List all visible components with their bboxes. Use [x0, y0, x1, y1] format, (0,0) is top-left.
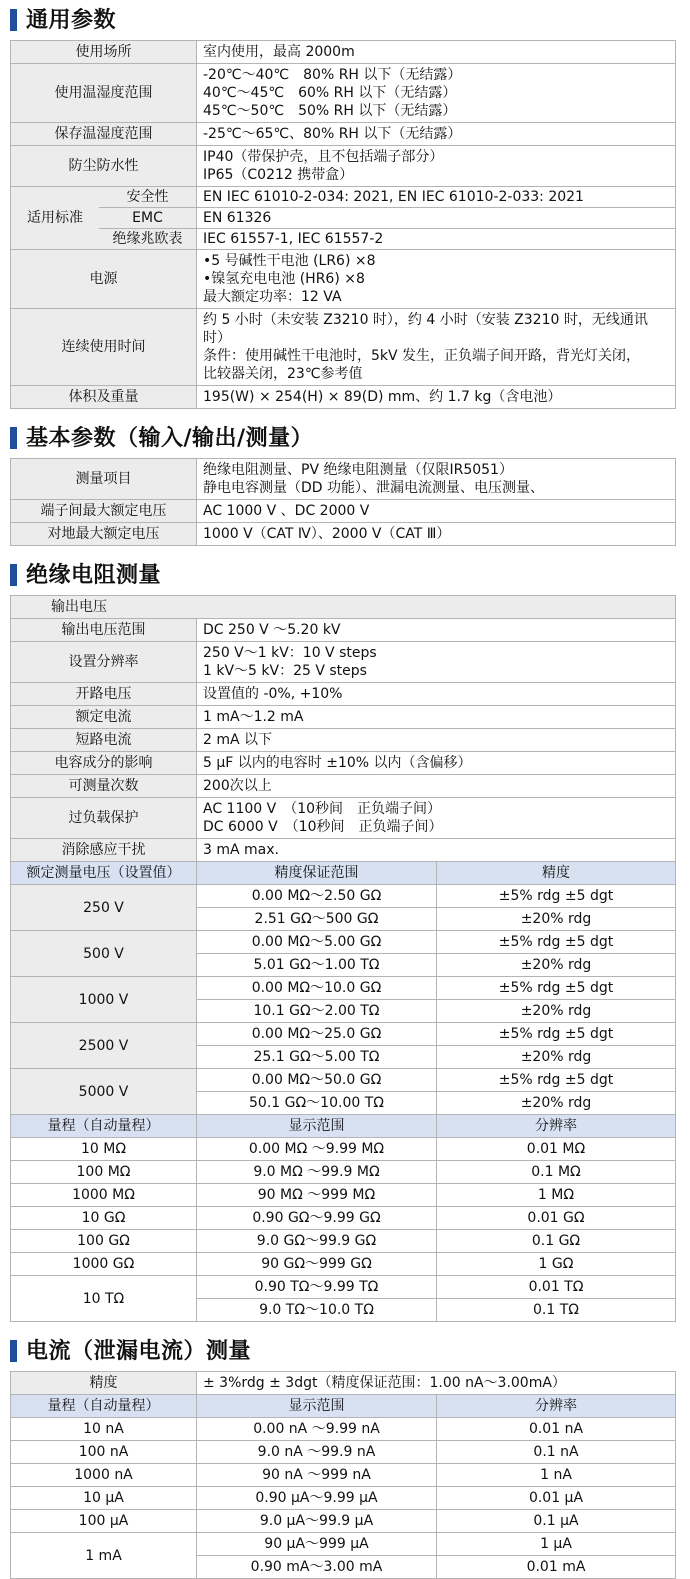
- spec-label: 体积及重量: [11, 386, 197, 409]
- spec-value: 设置值的 -0%, +10%: [197, 683, 676, 706]
- spec-value: 250 V～1 kV：10 V steps 1 kV～5 kV：25 V steps: [197, 642, 676, 683]
- spec-value: 3 mA max.: [197, 839, 676, 862]
- table-row: [11, 1464, 676, 1487]
- voltage-cell: 250 V: [11, 885, 197, 931]
- spec-label: 额定电流: [11, 706, 197, 729]
- resolution-cell: 0.01 TΩ: [437, 1276, 676, 1299]
- table-row: [11, 729, 676, 752]
- resolution-cell: 0.1 nA: [437, 1441, 676, 1464]
- accuracy-cell: ±20% rdg: [437, 908, 676, 931]
- range-cell: 0.00 MΩ～25.0 GΩ: [197, 1023, 437, 1046]
- spec-value: 5 μF 以内的电容时 ±10% 以内（含偏移）: [197, 752, 676, 775]
- section-basic-heading: 基本参数（输入/输出/测量）: [26, 426, 314, 451]
- table-row: [11, 386, 676, 409]
- spec-value: EN 61326: [197, 208, 675, 229]
- column-header: 量程（自动量程）: [11, 1395, 197, 1418]
- range-cell: 1 mA: [11, 1533, 197, 1579]
- resolution-cell: 0.1 μA: [437, 1510, 676, 1533]
- spec-value: IEC 61557-1, IEC 61557-2: [203, 231, 384, 247]
- spec-value: 2 mA 以下: [197, 729, 676, 752]
- resolution-cell: 0.01 nA: [437, 1418, 676, 1441]
- accuracy-cell: ±20% rdg: [437, 954, 676, 977]
- resolution-cell: 1 μA: [437, 1533, 676, 1556]
- output-voltage-header: 输出电压: [11, 596, 676, 619]
- resolution-cell: 0.1 TΩ: [437, 1299, 676, 1322]
- standard-sub-label: 安全性: [99, 187, 196, 208]
- standard-sub-label: EMC: [99, 208, 196, 229]
- spec-value: 1000 V（CAT Ⅳ）、2000 V（CAT Ⅲ）: [197, 523, 676, 546]
- voltage-cell: 5000 V: [11, 1069, 197, 1115]
- table-header-row: [11, 862, 676, 885]
- range-cell: 0.00 MΩ～50.0 GΩ: [197, 1069, 437, 1092]
- column-header: 分辨率: [437, 1115, 676, 1138]
- spec-value: AC 1100 V （10秒间 正负端子间） DC 6000 V （10秒间 正负端子间）: [197, 798, 676, 839]
- spec-label: 短路电流: [11, 729, 197, 752]
- table-row: [11, 523, 676, 546]
- resolution-cell: 0.01 GΩ: [437, 1207, 676, 1230]
- spec-label: 输出电压范围: [11, 619, 197, 642]
- standards-value-cell: [197, 187, 676, 250]
- spec-value: IP40（带保护壳，且不包括端子部分） IP65（C0212 携带盒）: [197, 146, 676, 187]
- table-row: [11, 123, 676, 146]
- range-cell: 10 nA: [11, 1418, 197, 1441]
- table-row: [11, 798, 676, 839]
- table-row: [11, 683, 676, 706]
- range-cell: 25.1 GΩ～5.00 TΩ: [197, 1046, 437, 1069]
- section-marker: [10, 564, 17, 586]
- table-row: [11, 500, 676, 523]
- spec-label: 开路电压: [11, 683, 197, 706]
- display-cell: 0.90 GΩ～9.99 GΩ: [197, 1207, 437, 1230]
- resolution-cell: 0.01 μA: [437, 1487, 676, 1510]
- table-header-row: [11, 1115, 676, 1138]
- section-basic-title: [0, 418, 690, 458]
- display-cell: 0.90 TΩ～9.99 TΩ: [197, 1276, 437, 1299]
- table-row: [11, 146, 676, 187]
- table-row: [11, 619, 676, 642]
- table-header-row: [11, 1395, 676, 1418]
- display-cell: 90 nA ～999 nA: [197, 1464, 437, 1487]
- accuracy-cell: ±20% rdg: [437, 1046, 676, 1069]
- table-row: [11, 1138, 676, 1161]
- table-row: [11, 642, 676, 683]
- table-row: [11, 775, 676, 798]
- range-cell: 100 nA: [11, 1441, 197, 1464]
- column-header: 量程（自动量程）: [11, 1115, 197, 1138]
- table-row: [11, 1184, 676, 1207]
- table-row: [11, 1276, 676, 1299]
- table-row: [11, 1023, 676, 1046]
- table-row: [11, 1230, 676, 1253]
- table-row: [11, 1253, 676, 1276]
- accuracy-cell: ±5% rdg ±5 dgt: [437, 977, 676, 1000]
- table-row: [11, 752, 676, 775]
- table-row: [11, 706, 676, 729]
- display-cell: 90 GΩ～999 GΩ: [197, 1253, 437, 1276]
- range-cell: 10 TΩ: [11, 1276, 197, 1322]
- spec-value: ± 3%rdg ± 3dgt（精度保证范围：1.00 nA～3.00mA）: [197, 1372, 676, 1395]
- spec-value: AC 1000 V 、DC 2000 V: [197, 500, 676, 523]
- display-cell: 90 μA～999 μA: [197, 1533, 437, 1556]
- range-cell: 1000 nA: [11, 1464, 197, 1487]
- table-row: [11, 596, 676, 619]
- spec-label: 保存温湿度范围: [11, 123, 197, 146]
- table-row: [11, 187, 676, 250]
- spec-value: -20℃～40℃ 80% RH 以下（无结露） 40℃～45℃ 60% RH 以下（无结露） 45℃～50℃ 50% RH 以下（无结露）: [197, 64, 676, 123]
- table-row: [11, 1533, 676, 1556]
- standards-label-cell: [11, 187, 197, 250]
- section-general-heading: 通用参数: [26, 8, 117, 33]
- spec-label: 使用场所: [11, 41, 197, 64]
- standard-sub-label: 绝缘兆欧表: [112, 231, 183, 247]
- range-cell: 0.00 MΩ～2.50 GΩ: [197, 885, 437, 908]
- range-cell: 50.1 GΩ～10.00 TΩ: [197, 1092, 437, 1115]
- spec-label: 电容成分的影响: [11, 752, 197, 775]
- table-row: [11, 250, 676, 309]
- spec-value: EN IEC 61010-2-034: 2021, EN IEC 61010-2-033: 2021: [197, 187, 675, 208]
- spec-label: 电源: [11, 250, 197, 309]
- accuracy-cell: ±5% rdg ±5 dgt: [437, 1023, 676, 1046]
- spec-label: 适用标准: [27, 210, 83, 226]
- voltage-cell: 1000 V: [11, 977, 197, 1023]
- range-cell: 10 μA: [11, 1487, 197, 1510]
- column-header: 分辨率: [437, 1395, 676, 1418]
- general-spec-table: [10, 40, 676, 409]
- column-header: 显示范围: [197, 1395, 437, 1418]
- range-cell: 1000 MΩ: [11, 1184, 197, 1207]
- spec-label: 测量项目: [11, 459, 197, 500]
- column-header: 显示范围: [197, 1115, 437, 1138]
- accuracy-cell: ±5% rdg ±5 dgt: [437, 1069, 676, 1092]
- range-cell: 100 MΩ: [11, 1161, 197, 1184]
- accuracy-cell: ±20% rdg: [437, 1000, 676, 1023]
- display-cell: 9.0 TΩ～10.0 TΩ: [197, 1299, 437, 1322]
- range-cell: 1000 GΩ: [11, 1253, 197, 1276]
- table-row: [11, 41, 676, 64]
- spec-label: 连续使用时间: [11, 309, 197, 386]
- spec-label: 对地最大额定电压: [11, 523, 197, 546]
- range-cell: 10 GΩ: [11, 1207, 197, 1230]
- table-row: [11, 931, 676, 954]
- range-cell: 10 MΩ: [11, 1138, 197, 1161]
- resolution-cell: 1 nA: [437, 1464, 676, 1487]
- resolution-cell: 0.01 MΩ: [437, 1138, 676, 1161]
- display-cell: 0.00 MΩ ～9.99 MΩ: [197, 1138, 437, 1161]
- section-insulation-title: [0, 555, 690, 595]
- insulation-spec-table: [10, 595, 676, 1322]
- spec-label: 使用温湿度范围: [11, 64, 197, 123]
- spec-value: 195(W) × 254(H) × 89(D) mm、约 1.7 kg（含电池）: [197, 386, 676, 409]
- spec-value: 绝缘电阻测量、PV 绝缘电阻测量（仅限IR5051） 静电电容测量（DD 功能）、泄漏电流测量、电压测量、: [197, 459, 676, 500]
- spec-value: 约 5 小时（未安装 Z3210 时），约 4 小时（安装 Z3210 时，无线通讯时） 条件：使用碱性干电池时，5kV 发生，正负端子间开路，背光灯关闭， 比较器关闭，23℃参考值: [197, 309, 676, 386]
- spec-label: 精度: [11, 1372, 197, 1395]
- spec-label: 设置分辨率: [11, 642, 197, 683]
- voltage-cell: 500 V: [11, 931, 197, 977]
- display-cell: 9.0 μA～99.9 μA: [197, 1510, 437, 1533]
- current-spec-table: [10, 1371, 676, 1579]
- table-row: [11, 1207, 676, 1230]
- table-row: [11, 459, 676, 500]
- section-marker: [10, 427, 17, 449]
- spec-value: 1 mA～1.2 mA: [197, 706, 676, 729]
- section-marker: [10, 1340, 17, 1362]
- table-row: [11, 309, 676, 386]
- table-row: [11, 1069, 676, 1092]
- table-row: [11, 1372, 676, 1395]
- display-cell: 9.0 nA ～99.9 nA: [197, 1441, 437, 1464]
- spec-value: -25℃～65℃、80% RH 以下（无结露）: [197, 123, 676, 146]
- display-cell: 90 MΩ ～999 MΩ: [197, 1184, 437, 1207]
- voltage-cell: 2500 V: [11, 1023, 197, 1069]
- table-row: [11, 885, 676, 908]
- spec-value: DC 250 V ～5.20 kV: [197, 619, 676, 642]
- resolution-cell: 0.1 GΩ: [437, 1230, 676, 1253]
- spec-label: 端子间最大额定电压: [11, 500, 197, 523]
- range-cell: 5.01 GΩ～1.00 TΩ: [197, 954, 437, 977]
- column-header: 额定测量电压（设置值）: [11, 862, 197, 885]
- basic-spec-table: [10, 458, 676, 546]
- table-row: [11, 1510, 676, 1533]
- range-cell: 100 GΩ: [11, 1230, 197, 1253]
- spec-label: 防尘防水性: [11, 146, 197, 187]
- column-header: 精度保证范围: [197, 862, 437, 885]
- spec-value: •5 号碱性干电池 (LR6) ×8 •镍氢充电电池 (HR6) ×8 最大额定功率：12 VA: [197, 250, 676, 309]
- spec-value: 室内使用，最高 2000m: [197, 41, 676, 64]
- table-row: [11, 977, 676, 1000]
- spec-label: 可测量次数: [11, 775, 197, 798]
- accuracy-cell: ±5% rdg ±5 dgt: [437, 885, 676, 908]
- section-general-title: [0, 0, 690, 40]
- resolution-cell: 0.01 mA: [437, 1556, 676, 1579]
- table-row: [11, 1487, 676, 1510]
- table-row: [11, 839, 676, 862]
- accuracy-cell: ±5% rdg ±5 dgt: [437, 931, 676, 954]
- resolution-cell: 1 GΩ: [437, 1253, 676, 1276]
- range-cell: 100 μA: [11, 1510, 197, 1533]
- range-cell: 10.1 GΩ～2.00 TΩ: [197, 1000, 437, 1023]
- display-cell: 0.90 mA～3.00 mA: [197, 1556, 437, 1579]
- section-current-heading: 电流（泄漏电流）测量: [26, 1339, 252, 1364]
- spec-label: 过负载保护: [11, 798, 197, 839]
- display-cell: 9.0 MΩ ～99.9 MΩ: [197, 1161, 437, 1184]
- table-row: [11, 1418, 676, 1441]
- section-insulation-heading: 绝缘电阻测量: [26, 563, 162, 588]
- spec-value: 200次以上: [197, 775, 676, 798]
- resolution-cell: 1 MΩ: [437, 1184, 676, 1207]
- display-cell: 0.90 μA～9.99 μA: [197, 1487, 437, 1510]
- display-cell: 0.00 nA ～9.99 nA: [197, 1418, 437, 1441]
- column-header: 精度: [437, 862, 676, 885]
- range-cell: 2.51 GΩ～500 GΩ: [197, 908, 437, 931]
- section-current-title: [0, 1331, 690, 1371]
- range-cell: 0.00 MΩ～5.00 GΩ: [197, 931, 437, 954]
- table-row: [11, 64, 676, 123]
- resolution-cell: 0.1 MΩ: [437, 1161, 676, 1184]
- accuracy-cell: ±20% rdg: [437, 1092, 676, 1115]
- range-cell: 0.00 MΩ～10.0 GΩ: [197, 977, 437, 1000]
- section-marker: [10, 9, 17, 31]
- display-cell: 9.0 GΩ～99.9 GΩ: [197, 1230, 437, 1253]
- table-row: [11, 1441, 676, 1464]
- table-row: [11, 1161, 676, 1184]
- spec-label: 消除感应干扰: [11, 839, 197, 862]
